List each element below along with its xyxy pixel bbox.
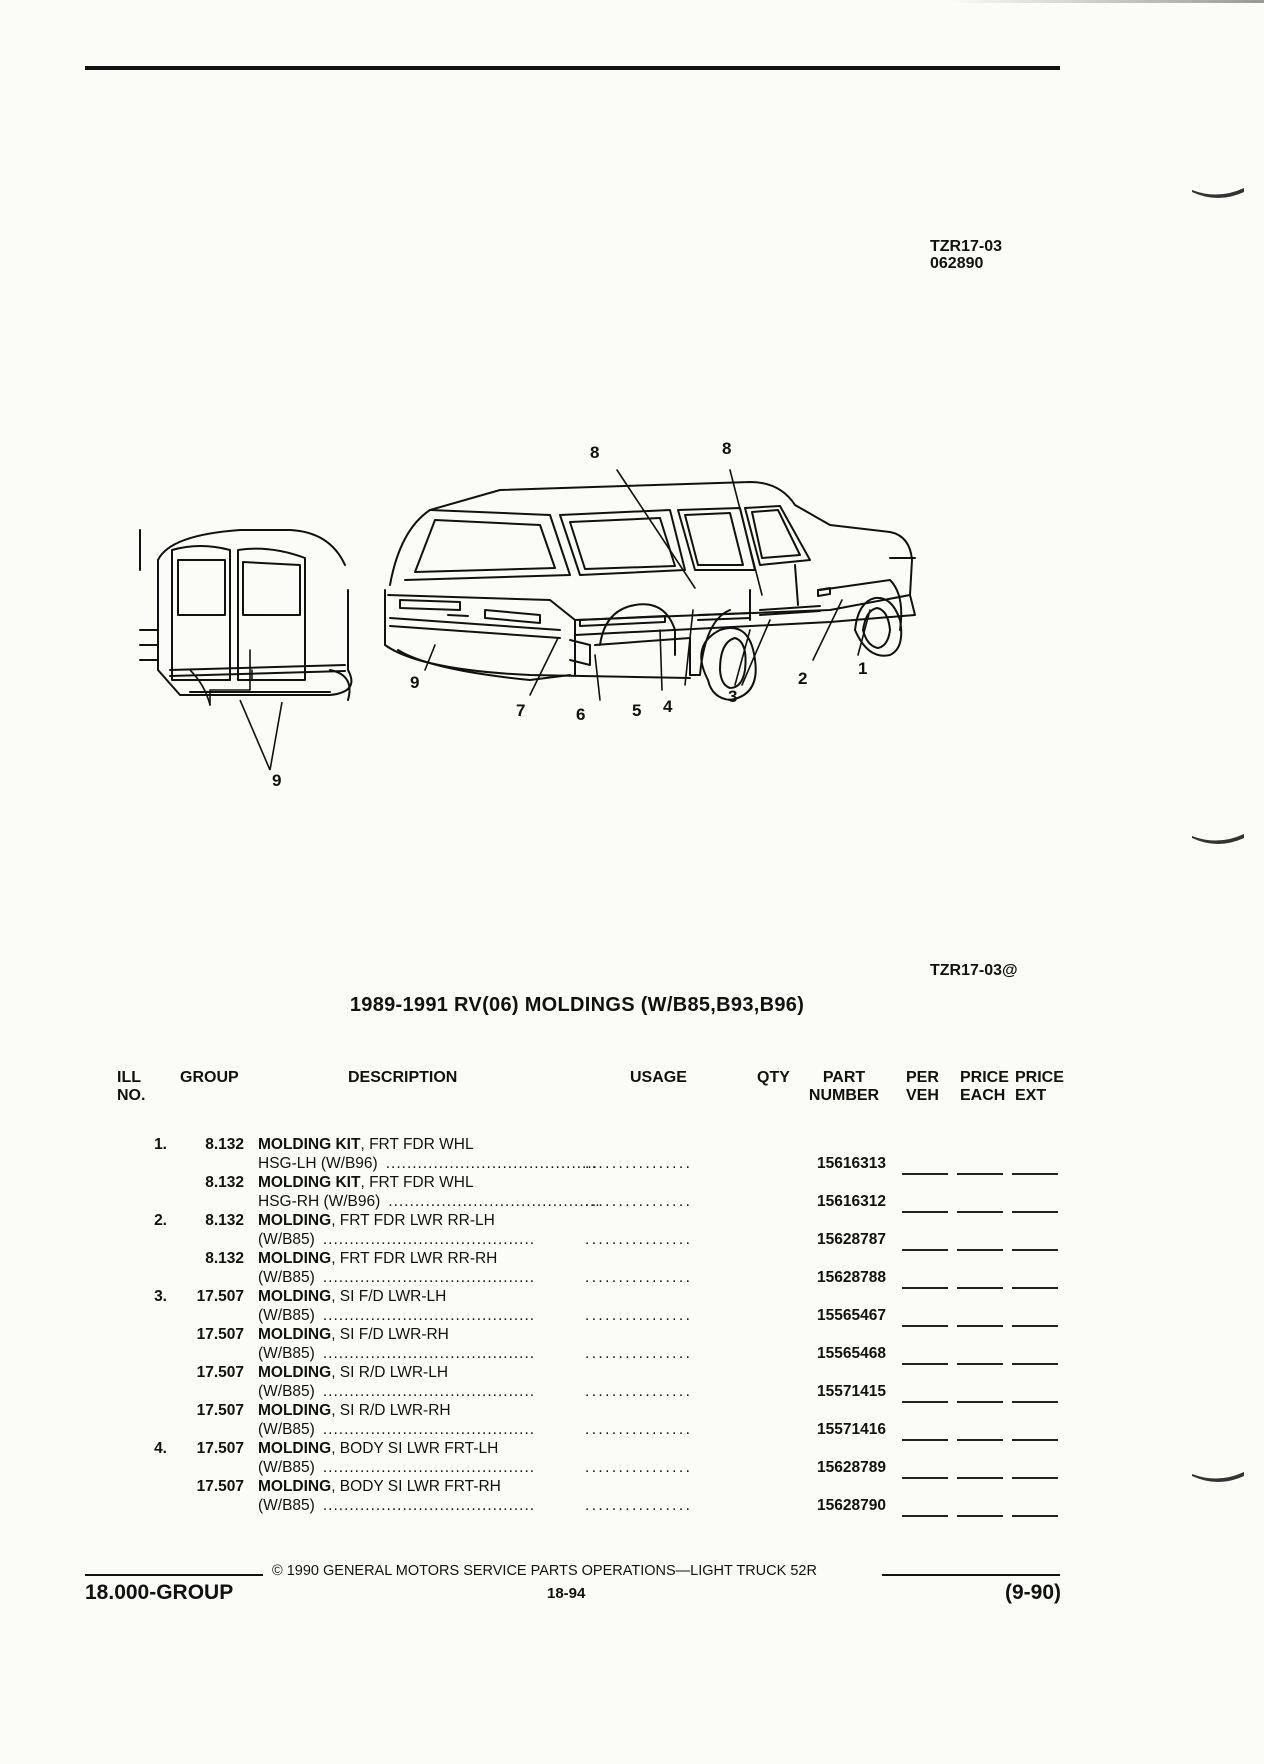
col-price-each-line1: PRICE: [960, 1069, 1009, 1086]
col-part-line2: NUMBER: [808, 1087, 880, 1104]
row-description: [258, 1440, 498, 1458]
row-description: [258, 1250, 497, 1268]
col-ill-no: [117, 1069, 145, 1105]
row-ill: 2.: [154, 1212, 167, 1229]
table-row: [0, 1174, 1264, 1212]
row-part-number: 15571415: [817, 1383, 886, 1400]
page-title-text: 1989-1991 RV(06) MOLDINGS (W/B85,B93,B96): [349, 994, 805, 1016]
row-group: 8.132: [205, 1174, 244, 1191]
row-part-number: 15571416: [817, 1421, 886, 1438]
row-desc-line2: (W/B85): [258, 1269, 315, 1286]
row-ill: 3.: [154, 1288, 167, 1305]
row-usage: ................: [585, 1231, 693, 1248]
col-part-line1: PART: [822, 1069, 866, 1086]
row-group: 17.507: [196, 1478, 244, 1495]
price-each-blank: [957, 1515, 1003, 1517]
callout-8b: 8: [722, 439, 732, 458]
row-part-number: 15628789: [817, 1459, 886, 1476]
row-desc-line1: , FRT FDR WHL: [360, 1174, 474, 1191]
table-row: [0, 1402, 1264, 1440]
col-price-ext-line2: EXT: [1015, 1087, 1047, 1104]
row-desc-line2: (W/B85): [258, 1231, 315, 1248]
row-item-name: MOLDING: [258, 1402, 332, 1419]
row-desc-line2: (W/B85): [258, 1307, 315, 1324]
row-desc-line2: (W/B85): [258, 1497, 315, 1514]
row-item-name: MOLDING: [258, 1478, 332, 1495]
row-part-number: 15616313: [817, 1155, 886, 1172]
row-desc-line1: , SI R/D LWR-RH: [331, 1402, 451, 1419]
col-per-line1: PER: [906, 1069, 939, 1086]
row-ill: 4.: [154, 1440, 167, 1457]
price-ext-blank: [1012, 1515, 1058, 1517]
row-part-number: 15565468: [817, 1345, 886, 1362]
row-desc-line1: , FRT FDR LWR RR-RH: [331, 1250, 498, 1267]
page-title: [0, 994, 1264, 1017]
row-desc-line2: (W/B85): [258, 1421, 315, 1438]
row-usage: ................: [585, 1155, 693, 1172]
callout-3: 3: [728, 687, 738, 706]
row-item-name: MOLDING: [258, 1212, 332, 1229]
header-rule: [85, 66, 1060, 70]
row-description: [258, 1478, 501, 1496]
row-group: 8.132: [205, 1136, 244, 1153]
figure-reference: TZR17-03@: [930, 962, 1018, 979]
row-usage: ................: [585, 1383, 693, 1400]
row-part-number: 15616312: [817, 1193, 886, 1210]
row-group: 8.132: [205, 1250, 244, 1267]
row-group: 17.507: [196, 1440, 244, 1457]
table-row: [0, 1478, 1264, 1516]
row-desc-line1: , FRT FDR WHL: [360, 1136, 474, 1153]
col-price-each: [960, 1069, 1009, 1105]
row-item-name: MOLDING: [258, 1250, 332, 1267]
figure-code: [930, 238, 1002, 272]
callout-9-inset: 9: [272, 771, 282, 790]
binder-hole-mark: [1190, 186, 1246, 202]
row-usage: ................: [585, 1497, 693, 1514]
row-part-number: 15565467: [817, 1307, 886, 1324]
callout-9: 9: [410, 673, 420, 692]
table-row: [0, 1212, 1264, 1250]
table-row: [0, 1326, 1264, 1364]
footer-group: 18.000-GROUP: [85, 1581, 234, 1604]
moldings-illustration: [130, 439, 1030, 810]
col-price-ext-line1: PRICE: [1015, 1069, 1064, 1086]
dot-leader: ........................................: [322, 1307, 536, 1324]
row-description: [258, 1136, 474, 1154]
table-row: [0, 1136, 1264, 1174]
row-group: 17.507: [196, 1402, 244, 1419]
row-part-number: 15628788: [817, 1269, 886, 1286]
footer-rule-right: [882, 1574, 1060, 1576]
col-ill-line1: ILL: [117, 1069, 141, 1086]
row-group: 17.507: [196, 1288, 244, 1305]
col-description: DESCRIPTION: [348, 1069, 458, 1086]
table-row: [0, 1440, 1264, 1478]
row-group: 8.132: [205, 1212, 244, 1229]
callout-leaders: [190, 470, 870, 705]
callout-4: 4: [663, 697, 673, 716]
row-usage: ................: [585, 1193, 693, 1210]
row-desc-line1: , BODY SI LWR FRT-RH: [331, 1478, 501, 1495]
row-desc-line1: , BODY SI LWR FRT-LH: [331, 1440, 499, 1457]
col-price-ext: [1015, 1069, 1064, 1105]
col-part-number: [801, 1069, 887, 1105]
row-group: 17.507: [196, 1326, 244, 1343]
row-usage: ................: [585, 1269, 693, 1286]
row-desc-line1: , SI F/D LWR-RH: [331, 1326, 449, 1343]
row-usage: ................: [585, 1459, 693, 1476]
row-usage: ................: [585, 1307, 693, 1324]
row-item-name: MOLDING: [258, 1364, 332, 1381]
callout-5: 5: [632, 701, 642, 720]
dot-leader: ........................................: [322, 1497, 536, 1514]
dot-leader: ........................................: [322, 1345, 536, 1362]
table-row: [0, 1364, 1264, 1402]
row-desc-line1: , SI F/D LWR-LH: [331, 1288, 447, 1305]
rear-doors-inset: [140, 530, 351, 700]
dot-leader: ........................................: [322, 1383, 536, 1400]
callout-6: 6: [576, 705, 586, 724]
dot-leader: ........................................: [322, 1231, 536, 1248]
col-group: GROUP: [180, 1069, 239, 1086]
row-item-name: MOLDING: [258, 1326, 332, 1343]
row-description: [258, 1364, 448, 1382]
row-desc-line2: (W/B85): [258, 1345, 315, 1362]
col-usage: USAGE: [630, 1069, 687, 1086]
row-desc-line1: , SI R/D LWR-LH: [331, 1364, 449, 1381]
row-usage: ................: [585, 1345, 693, 1362]
row-item-name: MOLDING: [258, 1288, 332, 1305]
dot-leader: ........................................: [322, 1421, 536, 1438]
suburban-vehicle: [385, 482, 915, 700]
figure-code-id: TZR17-03: [930, 238, 1003, 255]
row-usage: ................: [585, 1421, 693, 1438]
col-per-line2: VEH: [906, 1087, 939, 1104]
row-description: [258, 1174, 474, 1192]
table-row: [0, 1288, 1264, 1326]
page-number: 18-94: [547, 1585, 586, 1602]
callout-7: 7: [516, 701, 526, 720]
callout-2: 2: [798, 669, 808, 688]
col-qty: QTY: [757, 1069, 790, 1086]
binder-hole-mark: [1190, 832, 1246, 848]
dot-leader: ........................................: [385, 1155, 598, 1172]
callout-1: 1: [858, 659, 868, 678]
col-per-veh: [906, 1069, 939, 1105]
row-desc-line2: (W/B85): [258, 1459, 315, 1476]
footer-rule-left: [85, 1574, 263, 1576]
row-description: [258, 1326, 449, 1344]
revision-date: (9-90): [1005, 1581, 1062, 1604]
copyright-notice: © 1990 GENERAL MOTORS SERVICE PARTS OPERATIONS—LIGHT TRUCK 52R: [272, 1563, 817, 1579]
row-part-number: 15628790: [817, 1497, 886, 1514]
row-group: 17.507: [196, 1364, 244, 1381]
row-description: [258, 1402, 451, 1420]
table-row: [0, 1250, 1264, 1288]
row-ill: 1.: [154, 1136, 167, 1153]
row-desc-line2: (W/B85): [258, 1383, 315, 1400]
row-desc-line2: HSG-LH (W/B96): [258, 1155, 378, 1172]
dot-leader: ........................................: [388, 1193, 601, 1210]
row-item-name: MOLDING: [258, 1440, 332, 1457]
col-ill-line2: NO.: [117, 1087, 146, 1104]
dot-leader: ........................................: [322, 1269, 536, 1286]
callout-8a: 8: [590, 443, 600, 462]
figure-code-date: 062890: [930, 255, 984, 272]
row-desc-line1: , FRT FDR LWR RR-LH: [331, 1212, 495, 1229]
col-price-each-line2: EACH: [960, 1087, 1006, 1104]
row-part-number: 15628787: [817, 1231, 886, 1248]
row-item-name: MOLDING KIT: [258, 1136, 361, 1153]
row-desc-line2: HSG-RH (W/B96): [258, 1193, 381, 1210]
per-veh-blank: [902, 1515, 948, 1517]
top-edge-shadow: [0, 0, 1264, 3]
row-item-name: MOLDING KIT: [258, 1174, 361, 1191]
dot-leader: ........................................: [322, 1459, 536, 1476]
row-description: [258, 1288, 446, 1306]
row-description: [258, 1212, 495, 1230]
